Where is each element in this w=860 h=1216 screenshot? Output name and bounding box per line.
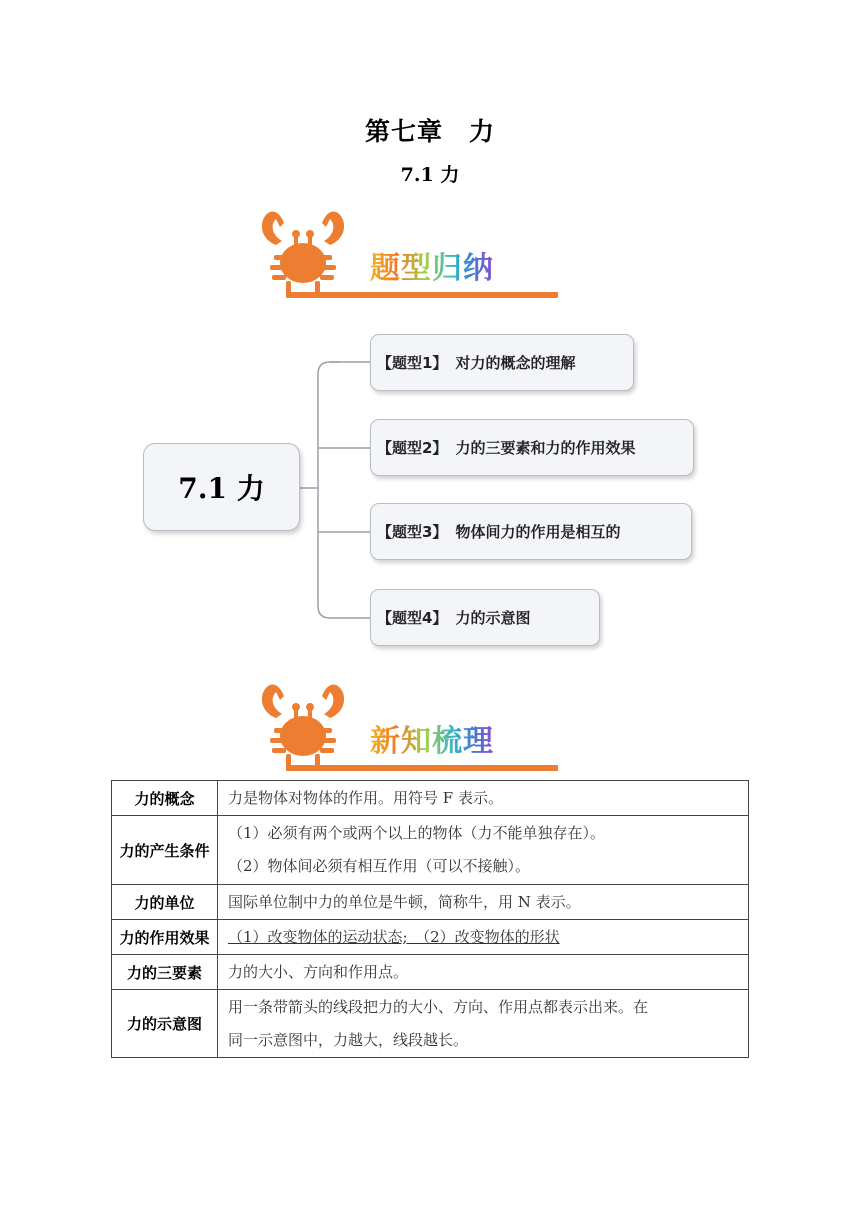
table-row <box>112 885 749 920</box>
banner-heading: 新知梳理 <box>370 716 494 760</box>
section-title: 7.1 力 <box>400 164 460 186</box>
banner-underline <box>286 765 558 771</box>
knowledge-table <box>111 780 749 1058</box>
branch-tag: 【题型1】 <box>377 354 448 372</box>
branch-tag: 【题型4】 <box>377 609 448 627</box>
row-value: （1）改变物体的运动状态; （2）改变物体的形状 <box>218 920 749 955</box>
crab-icon <box>258 678 348 770</box>
branch-label: 对力的概念的理解 <box>455 354 576 372</box>
branch-tag: 【题型3】 <box>377 523 448 541</box>
row-key: 力的三要素 <box>112 955 218 990</box>
row-value: 力的大小、方向和作用点。 <box>218 955 749 990</box>
row-key: 力的示意图 <box>112 990 218 1058</box>
mind-map-root: 7.1 力 <box>143 443 300 531</box>
table-row <box>112 955 749 990</box>
mind-map-branch-2 <box>370 419 694 476</box>
row-value: （1）必须有两个或两个以上的物体（力不能单独存在）。 （2）物体间必须有相互作用（可以不接触）。 <box>218 816 749 885</box>
banner-heading: 题型归纳 <box>370 243 494 287</box>
row-key: 力的单位 <box>112 885 218 920</box>
chapter-title: 第七章 力 <box>364 117 495 146</box>
row-value: 力是物体对物体的作用。用符号 F 表示。 <box>218 781 749 816</box>
row-value: 国际单位制中力的单位是牛顿，简称牛，用 N 表示。 <box>218 885 749 920</box>
mind-map-branch-1 <box>370 334 634 391</box>
branch-tag: 【题型2】 <box>377 439 448 457</box>
mind-map-branch-3 <box>370 503 692 560</box>
table-row <box>112 920 749 955</box>
row-key: 力的概念 <box>112 781 218 816</box>
banner-new-knowledge <box>258 678 558 775</box>
table-row <box>112 781 749 816</box>
table-row <box>112 990 749 1058</box>
row-value: 用一条带箭头的线段把力的大小、方向、作用点都表示出来。在 同一示意图中，力越大，线段越长。 <box>218 990 749 1058</box>
table-row <box>112 816 749 885</box>
mind-map-branch-4 <box>370 589 600 646</box>
branch-label: 力的三要素和力的作用效果 <box>455 439 636 457</box>
branch-label: 力的示意图 <box>455 609 531 627</box>
row-key: 力的作用效果 <box>112 920 218 955</box>
row-key: 力的产生条件 <box>112 816 218 885</box>
branch-label: 物体间力的作用是相互的 <box>455 523 621 541</box>
